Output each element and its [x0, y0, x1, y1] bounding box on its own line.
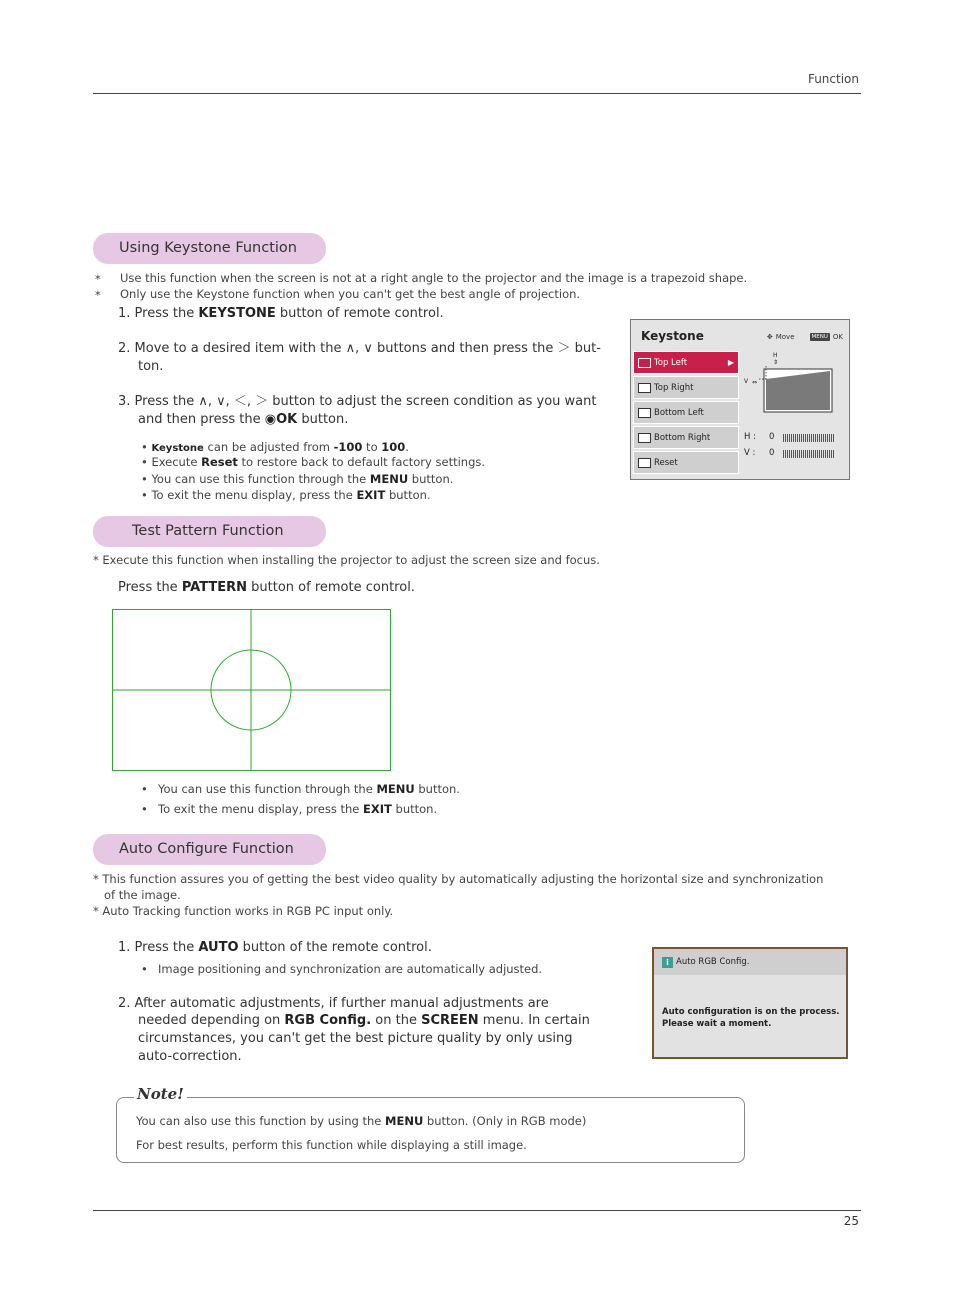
keystone-bullet-range: • Keystone can be adjusted from -100 to 100. — [141, 440, 409, 454]
auto-config-note-1-line2: of the image. — [104, 888, 181, 902]
test-pattern-heading: Test Pattern Function — [93, 516, 326, 547]
page-number: 25 — [843, 1214, 859, 1228]
osd-item-label: Reset — [654, 457, 678, 468]
v-value: 0 — [769, 448, 775, 458]
auto-config-step-2-line4: auto-correction. — [138, 1049, 242, 1064]
auto-config-note-2: * Auto Tracking function works in RGB PC input only. — [93, 904, 394, 918]
auto-rgb-message-line2: Please wait a moment. — [662, 1019, 772, 1029]
keystone-diagram — [739, 348, 849, 418]
keystone-step-3-line1: 3. Press the ∧, ∨, ＜, ＞ button to adjust the screen condition as you want — [118, 394, 597, 409]
keystone-osd-menu — [630, 319, 850, 480]
keystone-step-2-line1: 2. Move to a desired item with the ∧, ∨ buttons and then press the ＞ but- — [118, 341, 601, 356]
keystone-step-3-line2: and then press the ◉OK button. — [138, 412, 349, 427]
h-axis-label: H — [773, 352, 778, 359]
note-box — [116, 1097, 745, 1163]
top-right-icon — [638, 383, 651, 393]
auto-config-step-1: 1. Press the AUTO button of the remote control. — [118, 940, 432, 955]
auto-config-step-2-line1: 2. After automatic adjustments, if further manual adjustments are — [118, 996, 549, 1011]
auto-config-step-1-bullet: Image positioning and synchronization are automatically adjusted. — [158, 962, 543, 976]
note-title: Note! — [134, 1085, 187, 1103]
osd-item-label: Top Left — [654, 357, 688, 368]
h-arrow-icon: ⇕ — [773, 359, 779, 366]
keystone-step-1: 1. Press the KEYSTONE button of remote control. — [118, 306, 444, 321]
v-axis-label: V — [744, 378, 749, 385]
auto-config-heading: Auto Configure Function — [93, 834, 326, 865]
osd-item-label: Bottom Left — [654, 407, 704, 418]
keystone-heading: Using Keystone Function — [93, 233, 326, 264]
auto-rgb-message-line1: Auto configuration is on the process. — [662, 1007, 840, 1017]
osd-item-top-right[interactable] — [633, 376, 739, 399]
test-pattern-image — [112, 609, 391, 771]
section-header: Function — [807, 72, 859, 86]
v-label: V : — [744, 448, 756, 458]
keystone-note-1: Use this function when the screen is not at a right angle to the projector and the image is a trapezoid shape. — [120, 271, 748, 285]
auto-rgb-title-bar — [654, 949, 846, 975]
bottom-left-icon — [638, 408, 651, 418]
auto-config-note-1-line1: * This function assures you of getting the best video quality by automatically adjusting the horizontal size and synchronization — [93, 872, 824, 886]
h-label: H : — [744, 432, 756, 442]
top-left-icon — [638, 358, 651, 368]
osd-title: Keystone — [641, 329, 704, 343]
menu-badge: MENU — [811, 334, 828, 340]
osd-item-bottom-left[interactable] — [633, 401, 739, 424]
test-pattern-instruction: Press the PATTERN button of remote control. — [118, 580, 415, 595]
auto-rgb-osd — [652, 947, 848, 1059]
osd-item-label: Bottom Right — [654, 432, 711, 443]
keystone-bullet-menu: • You can use this function through the MENU button. — [141, 472, 454, 486]
auto-rgb-message — [662, 1006, 840, 1030]
auto-rgb-title: Auto RGB Config. — [676, 957, 750, 967]
v-arrow-icon: ⇔ — [752, 379, 758, 386]
reset-icon — [638, 458, 651, 468]
bullet-dot: • — [141, 962, 148, 976]
test-pattern-note: * Execute this function when installing the projector to adjust the screen size and focus. — [93, 553, 600, 567]
v-slider[interactable] — [783, 450, 835, 458]
info-icon: i — [662, 957, 673, 968]
keystone-bullet-reset: • Execute Reset to restore back to default factory settings. — [141, 455, 486, 469]
keystone-bullet-exit: • To exit the menu display, press the EXIT button. — [141, 488, 431, 502]
test-pattern-bullet-menu: You can use this function through the MENU button. — [158, 782, 460, 796]
h-slider[interactable] — [783, 434, 835, 442]
osd-item-bottom-right[interactable] — [633, 426, 739, 449]
arrow-right-icon: ▶ — [727, 358, 734, 367]
auto-config-step-2-line2: needed depending on RGB Config. on the SCREEN menu. In certain — [138, 1013, 590, 1028]
asterisk: * — [95, 288, 101, 302]
keystone-note-2: Only use the Keystone function when you can't get the best angle of projection. — [120, 287, 581, 301]
auto-config-step-2-line3: circumstances, you can't get the best picture quality by only using — [138, 1031, 573, 1046]
header-rule — [93, 93, 861, 94]
osd-item-reset[interactable] — [633, 451, 739, 474]
asterisk: * — [95, 272, 101, 286]
osd-hint — [767, 333, 843, 341]
h-value: 0 — [769, 432, 775, 442]
bottom-right-icon — [638, 433, 651, 443]
footer-rule — [93, 1210, 861, 1211]
test-pattern-bullet-exit: To exit the menu display, press the EXIT button. — [158, 802, 438, 816]
osd-hint-ok: OK — [832, 333, 843, 341]
move-icon: ✥ — [766, 333, 773, 341]
osd-item-top-left[interactable] — [633, 351, 739, 374]
osd-hint-move: Move — [775, 333, 795, 341]
osd-item-label: Top Right — [654, 382, 694, 393]
keystone-step-2-line2: ton. — [138, 359, 164, 374]
bullet-dot: • — [141, 782, 148, 796]
note-line-1: You can also use this function by using the MENU button. (Only in RGB mode) — [136, 1114, 587, 1128]
bullet-dot: • — [141, 802, 148, 816]
note-line-2: For best results, perform this function while displaying a still image. — [136, 1138, 527, 1152]
